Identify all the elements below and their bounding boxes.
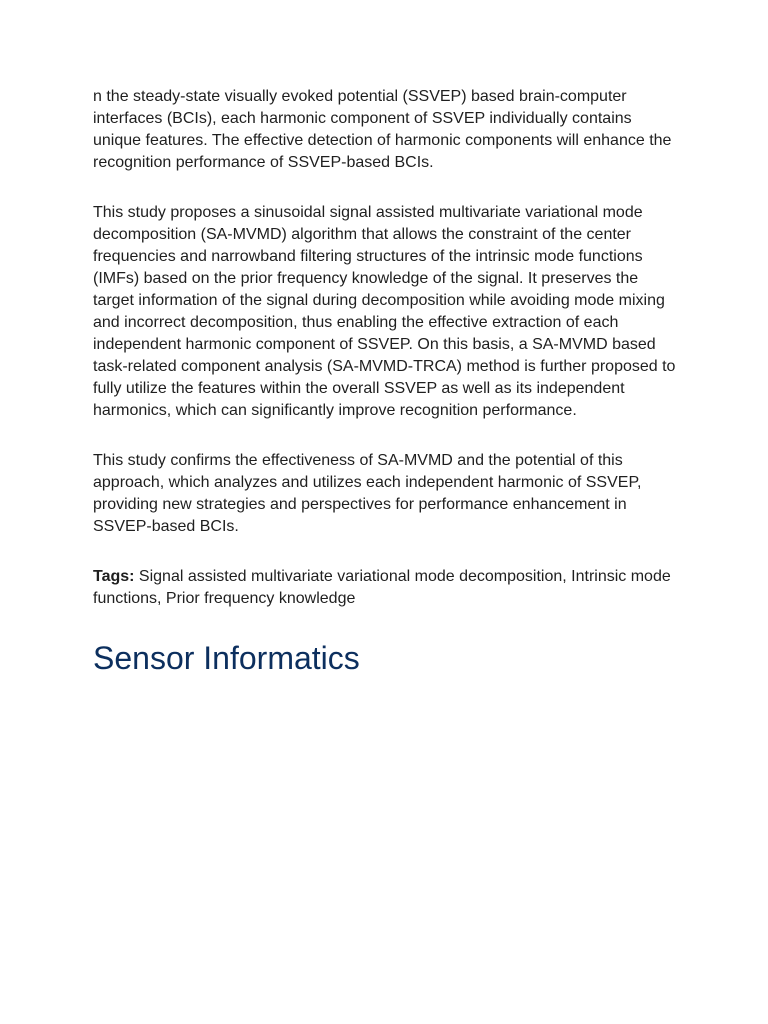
article-body [93, 86, 683, 678]
tags-label: Tags: [93, 568, 135, 585]
abstract-paragraph-3: This study confirms the effectiveness of SA-MVMD and the potential of this approach, which analyzes and utilizes each independent harmonic of SSVEP, providing new strategies and perspectives for performance enhancement in SSVEP-based BCIs. [93, 452, 642, 535]
tags-line [93, 566, 683, 610]
tags-text: Signal assisted multivariate variational mode decomposition, Intrinsic mode functions, Prior frequency knowledge [93, 568, 671, 607]
abstract-paragraph-1: n the steady-state visually evoked potential (SSVEP) based brain-computer interfaces (BCIs), each harmonic component of SSVEP individually contains unique features. The effective detection of harmonic components will enhance the recognition performance of SSVEP-based BCIs. [93, 88, 672, 171]
section-heading: Sensor Informatics [93, 640, 360, 676]
abstract-paragraph-2: This study proposes a sinusoidal signal assisted multivariate variational mode decomposition (SA-MVMD) algorithm that allows the constraint of the center frequencies and narrowband filtering structures of the intrinsic mode functions (IMFs) based on the prior frequency knowledge of the signal. It preserves the target information of the signal during decomposition while avoiding mode mixing and incorrect decomposition, thus enabling the effective extraction of each independent harmonic component of SSVEP. On this basis, a SA-MVMD based task-related component analysis (SA-MVMD-TRCA) method is further proposed to fully utilize the features within the overall SSVEP as well as its independent harmonics, which can significantly improve recognition performance. [93, 204, 676, 419]
